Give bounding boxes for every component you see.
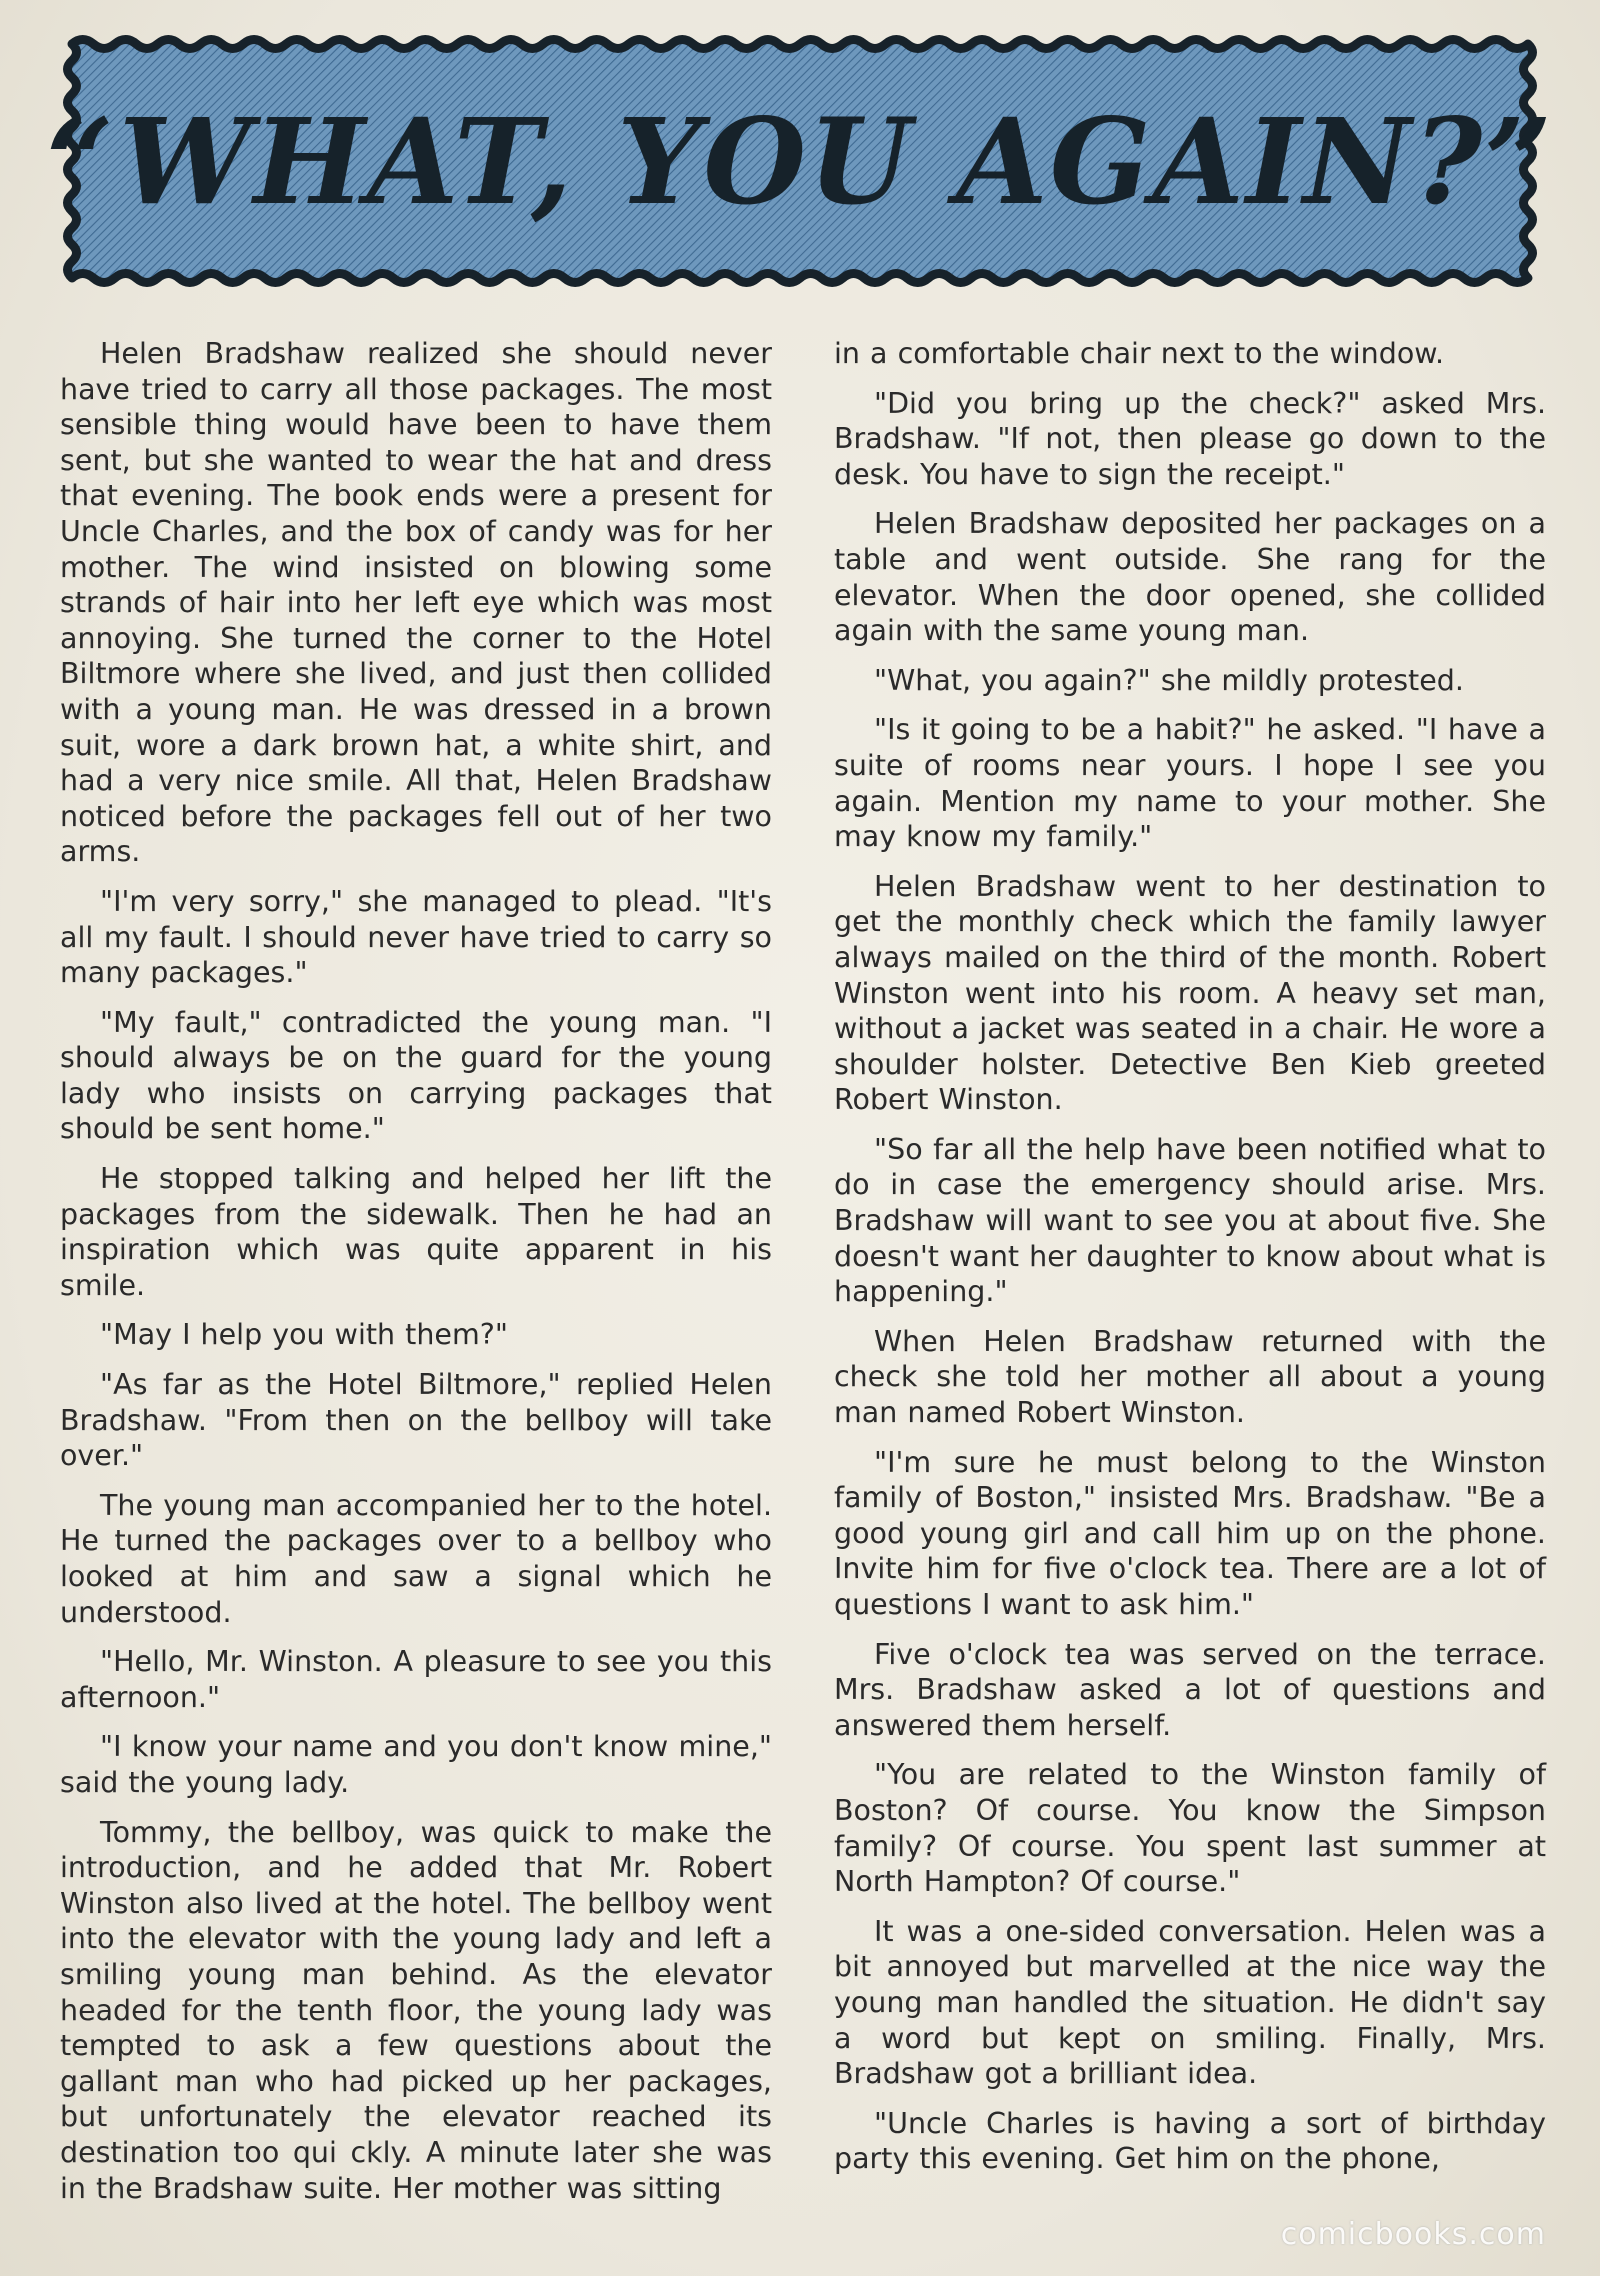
paragraph: It was a one-sided conversation. Helen was a bit annoyed but marvelled at the nice way the young man handled the situation. He didn't say a word but kept on smiling. Finally, Mrs. Bradshaw got a brilliant idea.	[834, 1914, 1546, 2091]
paragraph-continuation: in a comfortable chair next to the window.	[834, 337, 1445, 370]
paragraph: Tommy, the bellboy, was quick to make the introduction, and he added that Mr. Robert Winston also lived at the hotel. The bellboy went into the elevator with the young lady and left a smiling young man behind. As the elevator headed for the tenth floor, the young lady was tempted to ask a few questions about the gallant man who had picked up her packages, but unfortunately the elevator reached its destination too qui ckly. A minute later she was in the Bradshaw suite. Her mother was sitting	[60, 1815, 772, 2205]
paragraph: "Did you bring up the check?" asked Mrs. Bradshaw. "If not, then please go down to the desk. You have to sign the receipt."	[834, 386, 1546, 491]
paragraph: "Is it going to be a habit?" he asked. "I have a suite of rooms near yours. I hope I see you again. Mention my name to your mother. She may know my family."	[834, 713, 1546, 854]
paragraph: "Hello, Mr. Winston. A pleasure to see you this afternoon."	[60, 1645, 772, 1714]
story-title: “WHAT, YOU AGAIN?”	[45, 91, 1555, 231]
paragraph: "You are related to the Winston family of Boston? Of course. You know the Simpson family? Of course. You spent last summer at North Hampton? Of course."	[834, 1758, 1546, 1899]
paragraph: "Uncle Charles is having a sort of birthday party this evening. Get him on the phone,	[834, 2106, 1546, 2176]
paragraph: When Helen Bradshaw returned with the check she told her mother all about a young man named Robert Winston.	[834, 1324, 1546, 1430]
paragraph: Helen Bradshaw deposited her packages on a table and went outside. She rang for the elevator. When the door opened, she collided again with the same young man.	[834, 507, 1546, 648]
paragraph: The young man accompanied her to the hotel. He turned the packages over to a bellboy who looked at him and saw a signal which he understood.	[60, 1488, 772, 1629]
right-column	[834, 336, 1546, 2191]
paragraph: "So far all the help have been notified what to do in case the emergency should arise. Mrs. Bradshaw will want to see you at about five. She doesn't want her daughter to know about what is happening."	[834, 1132, 1546, 1309]
paragraph: He stopped talking and helped her lift the packages from the sidewalk. Then he had an inspiration which was quite apparent in his smile.	[60, 1162, 772, 1302]
left-column	[60, 336, 772, 2220]
paragraph: "I know your name and you don't know mine," said the young lady.	[60, 1730, 772, 1799]
paragraph: Helen Bradshaw went to her destination to get the monthly check which the family lawyer always mailed on the third of the month. Robert Winston went into his room. A heavy set man, without a jacket was seated in a chair. He wore a shoulder holster. Detective Ben Kieb greeted Robert Winston.	[834, 869, 1546, 1117]
paragraph: "I'm sure he must belong to the Winston family of Boston," insisted Mrs. Bradshaw. "Be a good young girl and call him up on the phone. Invite him for five o'clock tea. There are a lot of questions I want to ask him."	[834, 1445, 1546, 1621]
paragraph: "As far as the Hotel Biltmore," replied Helen Bradshaw. "From then on the bellboy will take over."	[60, 1368, 772, 1473]
watermark: comicbooks.com	[1280, 2217, 1546, 2252]
paragraph: "May I help you with them?"	[100, 1318, 508, 1352]
paragraph: "My fault," contradicted the young man. "I should always be on the guard for the young lady who insists on carrying packages that should be sent home."	[60, 1005, 772, 1146]
paragraph: Helen Bradshaw realized she should never have tried to carry all those packages. The most sensible thing would have been to have them sent, but she wanted to wear the hat and dress that evening. The book ends were a present for Uncle Charles, and the box of candy was for her mother. The wind insisted on blowing some strands of hair into her left eye which was most annoying. She turned the corner to the Hotel Biltmore where she lived, and just then collided with a young man. He was dressed in a brown suit, wore a dark brown hat, a white shirt, and had a very nice smile. All that, Helen Bradshaw noticed before the packages fell out of her two arms.	[60, 337, 772, 869]
paragraph: "I'm very sorry," she managed to plead. "It's all my fault. I should never have tried to carry so many packages."	[60, 884, 772, 990]
paragraph: "What, you again?" she mildly protested.	[874, 663, 1464, 697]
paragraph: Five o'clock tea was served on the terrace. Mrs. Bradshaw asked a lot of questions and answered them herself.	[834, 1637, 1546, 1742]
